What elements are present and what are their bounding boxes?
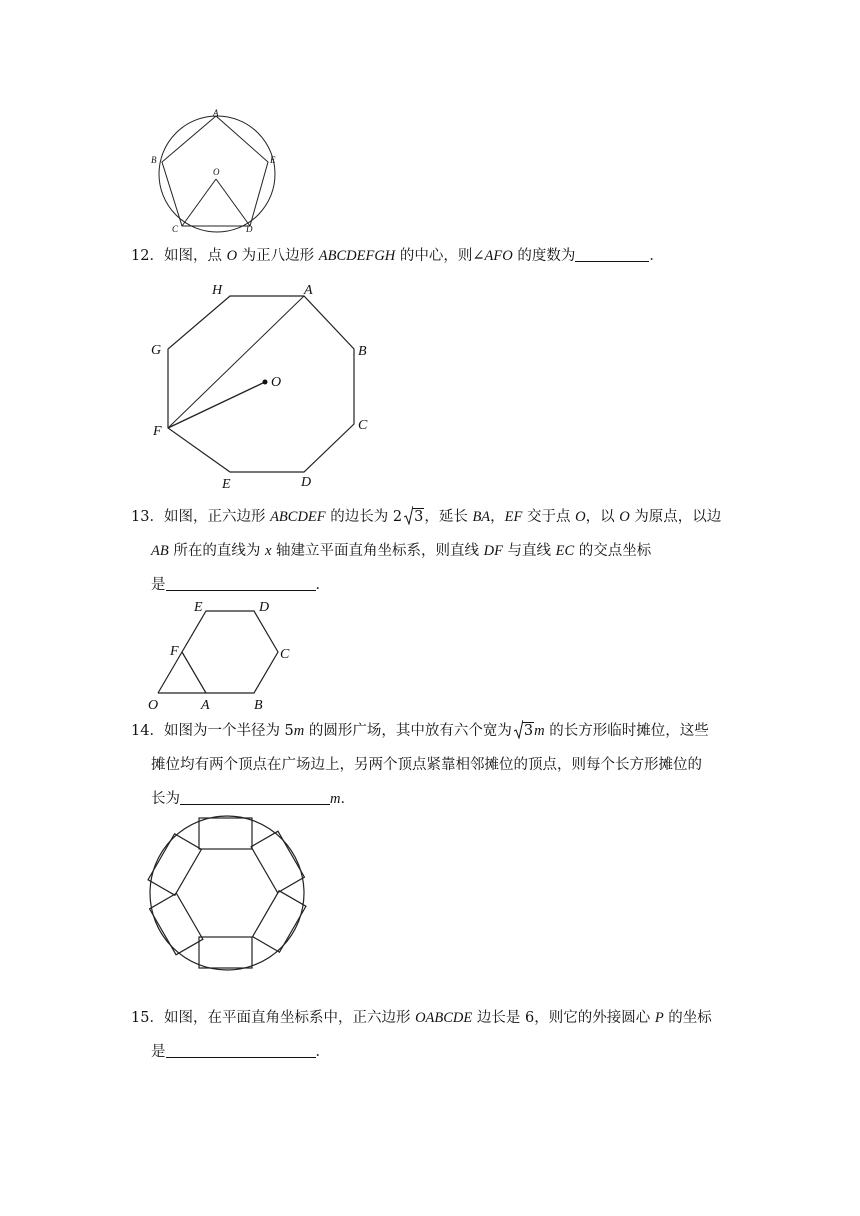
polygon-name: OABCDE (415, 1010, 473, 1026)
radicand: 3 (523, 723, 534, 739)
segment-ba: BA (472, 509, 491, 525)
fig12-label-h: H (212, 283, 223, 298)
text: 为正八边形 (237, 248, 319, 264)
fig11-label-o: O (213, 167, 220, 177)
point-o: O (619, 509, 630, 525)
question-15-line-1 (131, 1008, 712, 1028)
text: 的坐标 (663, 1010, 712, 1026)
figure-octagon (148, 278, 388, 498)
text: ． (649, 248, 664, 264)
figure-hexagon (140, 596, 310, 714)
text: ，以 (585, 509, 620, 525)
unit-m: m (534, 723, 545, 739)
segment-ab: AB (151, 543, 169, 559)
text: 的长方形临时摊位，这些 (544, 723, 709, 739)
fig13-label-e: E (194, 600, 203, 615)
text: 如图，在平面直角坐标系中，正六边形 (163, 1010, 416, 1026)
question-13-line-2 (151, 541, 651, 561)
fig11-label-a: A (213, 108, 219, 118)
answer-blank[interactable] (166, 576, 316, 591)
text: 的度数为 (512, 248, 576, 264)
point-o: O (226, 248, 238, 264)
figure-circular-plaza (146, 812, 308, 974)
answer-blank[interactable] (180, 790, 330, 805)
question-12 (131, 246, 664, 266)
text: 如图，点 (163, 248, 227, 264)
text: ． (315, 1044, 330, 1060)
point-p: P (654, 1010, 664, 1026)
fig13-label-b: B (254, 698, 263, 713)
sqrt-symbol (514, 721, 534, 741)
fig11-label-d: D (246, 224, 253, 234)
question-number: 14． (131, 723, 164, 739)
text: 的中心，则∠ (395, 248, 485, 264)
text: ，延长 (424, 509, 473, 525)
fig12-label-a: A (304, 283, 313, 298)
fig11-label-b: B (151, 155, 157, 165)
text: 长为 (151, 791, 180, 807)
axis-x: x (264, 543, 272, 559)
fig13-label-c: C (280, 647, 290, 662)
question-13-line-1 (131, 507, 721, 527)
line-ec: EC (555, 543, 575, 559)
unit-m: m (330, 791, 341, 807)
fig12-label-d: D (301, 475, 312, 490)
fig13-label-d: D (259, 600, 270, 615)
fig13-label-a: A (201, 698, 210, 713)
answer-blank[interactable] (575, 247, 649, 262)
question-14-line-1 (131, 721, 709, 741)
answer-blank[interactable] (166, 1043, 316, 1058)
text: 为原点，以边 (629, 509, 722, 525)
text: 所在的直线为 (168, 543, 265, 559)
text: ． (315, 577, 330, 593)
polygon-name: ABCDEF (270, 509, 326, 525)
point-o: O (575, 509, 586, 525)
text: 如图为一个半径为 5 (163, 723, 294, 739)
text: 交于点 (522, 509, 576, 525)
fig12-label-e: E (222, 477, 231, 492)
fig11-label-e: E (270, 155, 276, 165)
fig11-label-c: C (172, 224, 179, 234)
question-number: 13． (131, 509, 164, 525)
fig12-label-o: O (271, 375, 282, 390)
question-13-line-3 (151, 575, 330, 595)
text: 的圆形广场，其中放有六个宽为 (304, 723, 512, 739)
fig13-label-f: F (170, 644, 179, 659)
text: 摊位均有两个顶点在广场边上，另两个顶点紧靠相邻摊位的顶点，则每个长方形摊位的 (151, 757, 702, 773)
text: 的交点坐标 (574, 543, 652, 559)
text: ． (340, 791, 355, 807)
fig13-label-o: O (148, 698, 159, 713)
text: ， (490, 509, 505, 525)
question-14-line-2 (151, 755, 702, 775)
line-df: DF (483, 543, 503, 559)
segment-ef: EF (504, 509, 523, 525)
text: 如图，正六边形 (163, 509, 271, 525)
polygon-name: ABCDEFGH (318, 248, 396, 264)
question-14-line-3 (151, 789, 355, 809)
question-number: 15． (131, 1010, 164, 1026)
unit-m: m (293, 723, 305, 739)
sqrt-symbol (404, 507, 424, 527)
text: 轴建立平面直角坐标系，则直线 (271, 543, 484, 559)
question-15-line-2 (151, 1042, 330, 1062)
text: 边长是 6，则它的外接圆心 (472, 1010, 655, 1026)
text: 是 (151, 577, 166, 593)
radicand: 3 (414, 509, 424, 525)
angle-name: AFO (484, 248, 513, 264)
text: 是 (151, 1044, 166, 1060)
fig12-label-g: G (151, 343, 162, 358)
fig12-label-c: C (358, 418, 368, 433)
fig12-label-f: F (153, 424, 162, 439)
figure-pentagon-circle (140, 104, 290, 234)
text: 与直线 (502, 543, 556, 559)
question-number: 12． (131, 248, 164, 264)
fig12-label-b: B (358, 344, 367, 359)
text: 的边长为 2 (325, 509, 403, 525)
